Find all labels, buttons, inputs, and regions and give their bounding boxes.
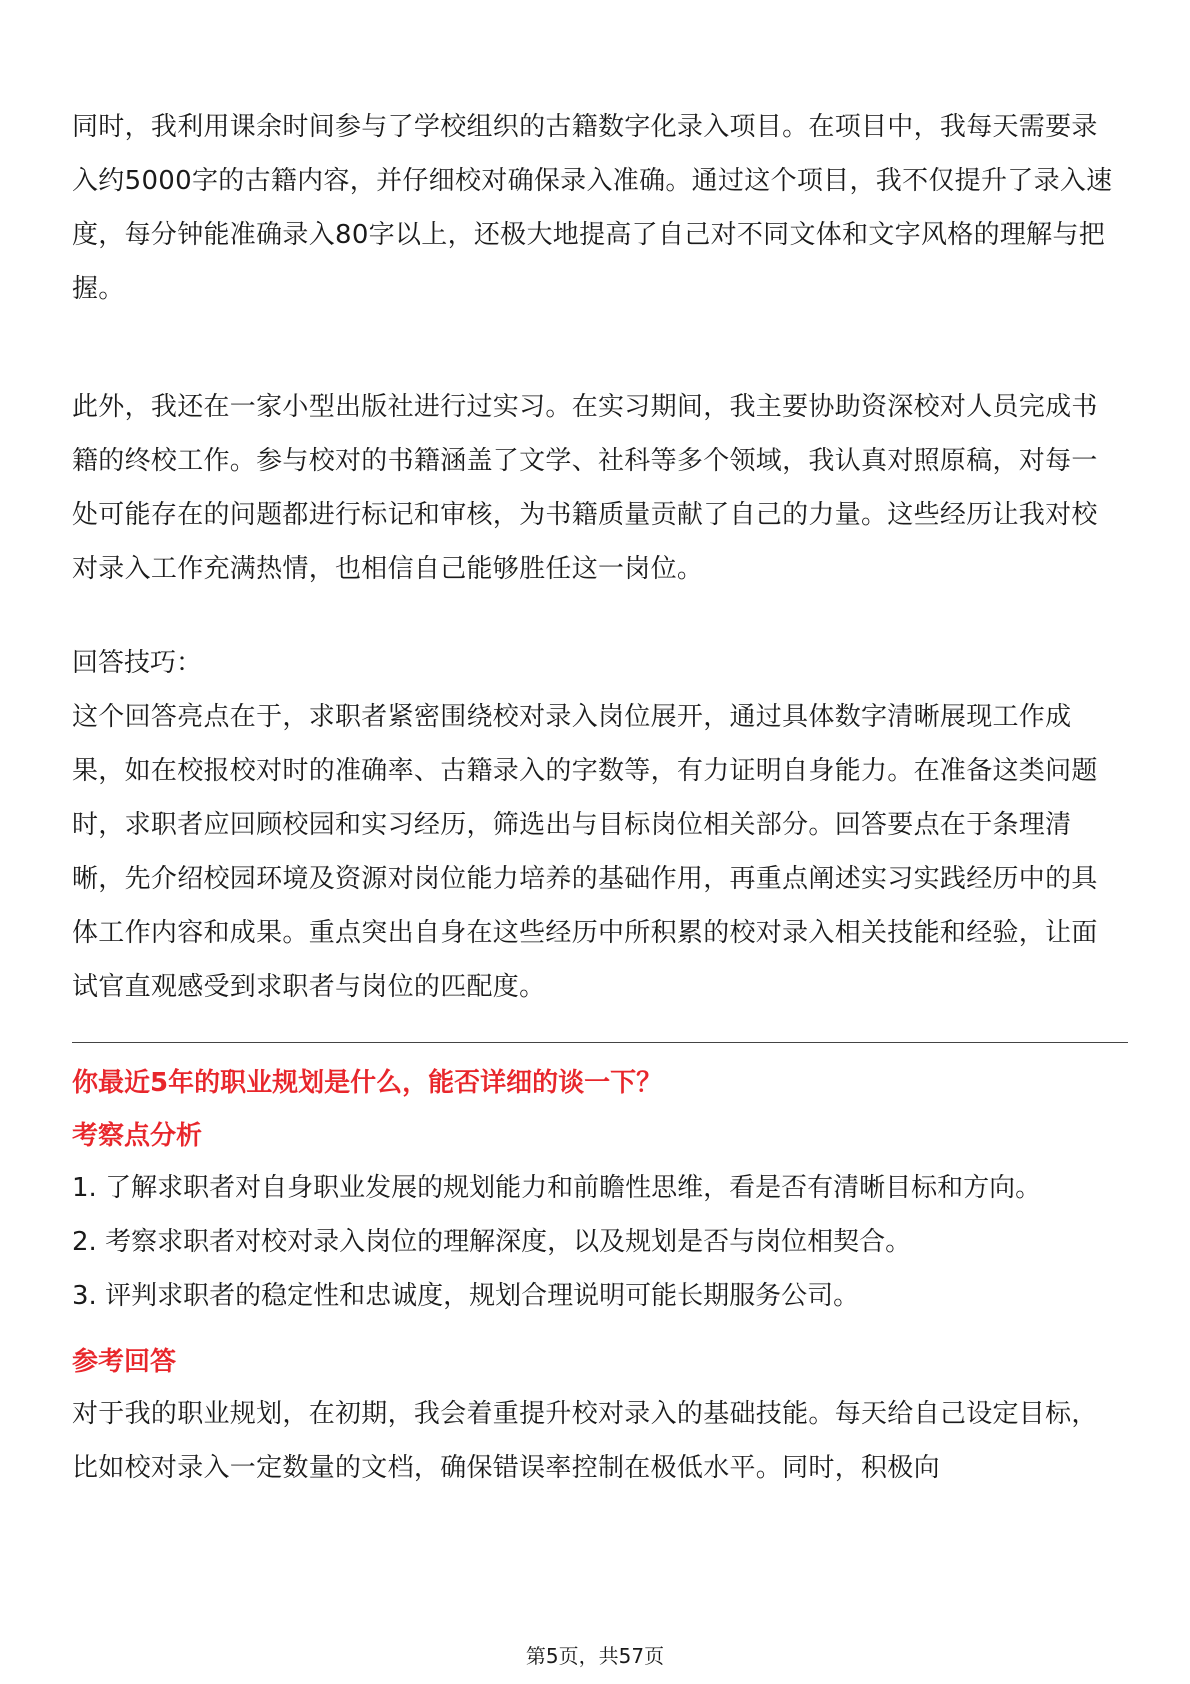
body-paragraph: 同时，我利用课余时间参与了学校组织的古籍数字化录入项目。在项目中，我每天需要录入约5000字的古籍内容，并仔细校对确保录入准确。通过这个项目，我不仅提升了录入速度，每分钟能准确录入80字以上，还极大地提高了自己对不同文体和文字风格的理解与把握。 [72,112,1113,304]
analysis-item: 3. 评判求职者的稳定性和忠诚度，规划合理说明可能长期服务公司。 [72,1281,860,1311]
question-title: 你最近5年的职业规划是什么，能否详细的谈一下？ [72,1068,663,1098]
section-divider [72,1042,1128,1043]
analysis-heading: 考察点分析 [72,1121,203,1151]
tips-paragraph: 这个回答亮点在于，求职者紧密围绕校对录入岗位展开，通过具体数字清晰展现工作成果，如在校报校对时的准确率、古籍录入的字数等，有力证明自身能力。在准备这类问题时，求职者应回顾校园和实习经历，筛选出与目标岗位相关部分。回答要点在于条理清晰，先介绍校园环境及资源对岗位能力培养的基础作用，再重点阐述实习实践经历中的具体工作内容和成果。重点突出自身在这些经历中所积累的校对录入相关技能和经验，让面试官直观感受到求职者与岗位的匹配度。 [72,702,1098,1002]
analysis-item: 1. 了解求职者对自身职业发展的规划能力和前瞻性思维，看是否有清晰目标和方向。 [72,1173,1042,1203]
reference-heading: 参考回答 [72,1347,177,1377]
body-paragraph: 此外，我还在一家小型出版社进行过实习。在实习期间，我主要协助资深校对人员完成书籍的终校工作。参与校对的书籍涵盖了文学、社科等多个领域，我认真对照原稿，对每一处可能存在的问题都进行标记和审核，为书籍质量贡献了自己的力量。这些经历让我对校对录入工作充满热情，也相信自己能够胜任这一岗位。 [72,392,1098,584]
analysis-item: 2. 考察求职者对校对录入岗位的理解深度，以及规划是否与岗位相契合。 [72,1227,912,1257]
reference-paragraph: 对于我的职业规划，在初期，我会着重提升校对录入的基础技能。每天给自己设定目标，比如校对录入一定数量的文档，确保错误率控制在极低水平。同时，积极向 [72,1399,1098,1483]
tips-label: 回答技巧： [72,648,203,678]
page-content [72,100,1122,1495]
page-footer: 第5页，共57页 [525,1644,665,1668]
